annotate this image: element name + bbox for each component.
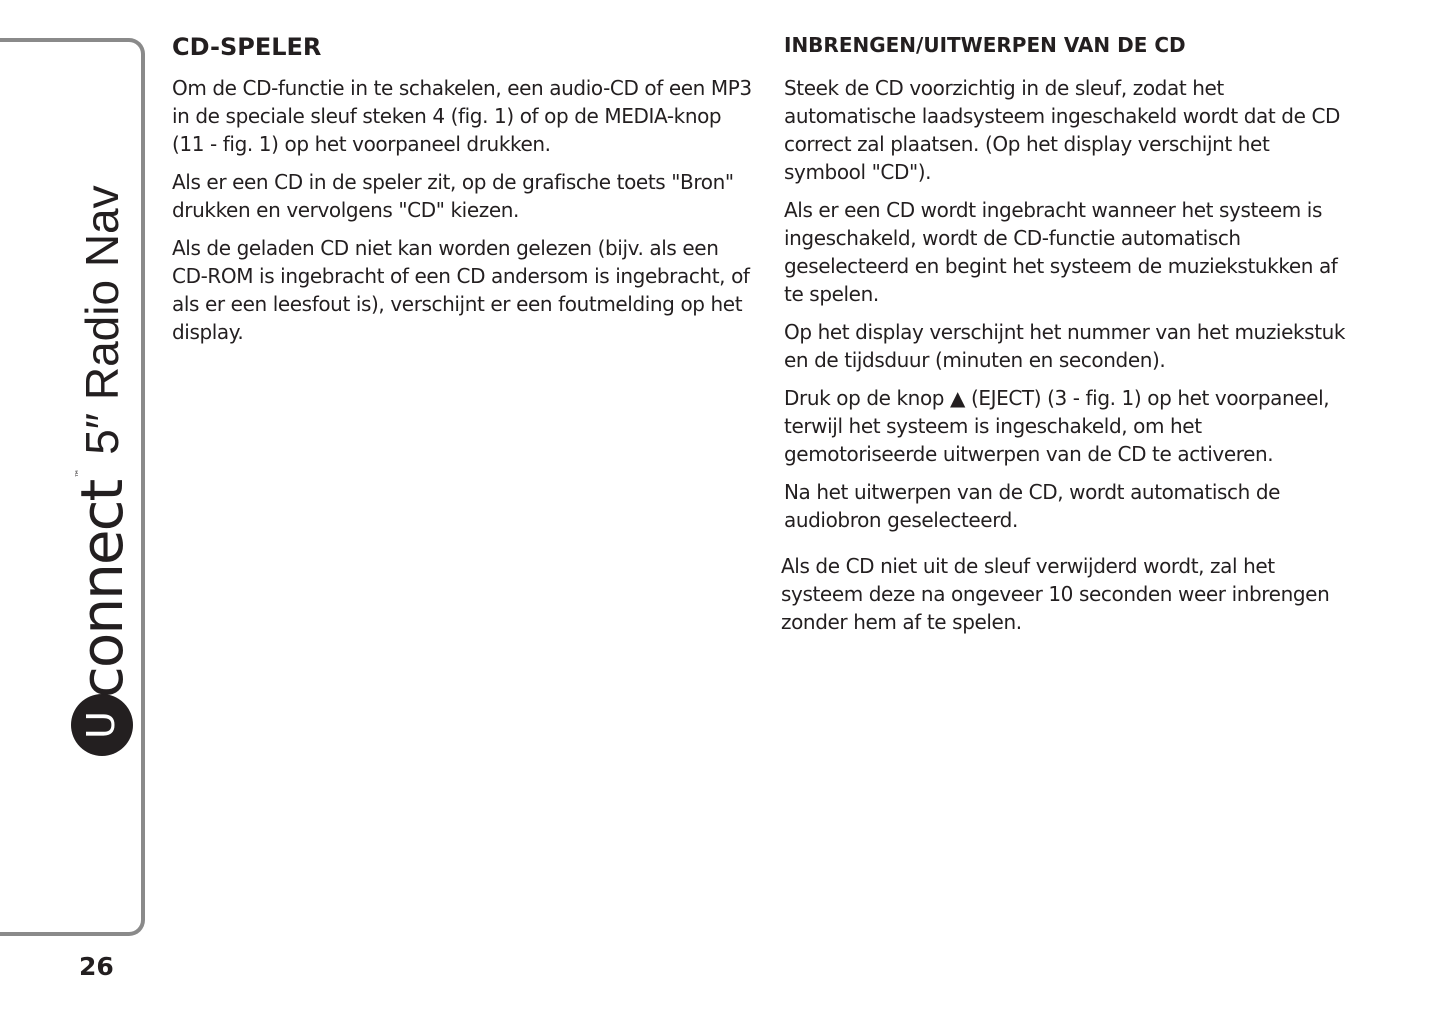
left-column: [172, 30, 772, 356]
paragraph: Na het uitwerpen van de CD, wordt automatisch de audiobron geselecteerd.: [784, 480, 1281, 532]
logo-letter: U: [79, 711, 123, 739]
page-number: 26: [79, 952, 114, 981]
right-column: [781, 30, 1404, 646]
paragraph: Als er een CD in de speler zit, op de grafische toets "Bron" drukken en vervolgens "CD" kiezen.: [172, 170, 734, 222]
sidebar-title: [69, 18, 135, 758]
paragraph: Als er een CD wordt ingebracht wanneer het systeem is ingeschakeld, wordt de CD-functie automatisch geselecteerd en begint het systeem de muziekstukken af te spelen.: [784, 198, 1338, 306]
section-heading-cd-player: CD-SPELER: [172, 33, 322, 61]
paragraph: Als de geladen CD niet kan worden gelezen (bijv. als een CD-ROM is ingebracht of een CD andersom is ingebracht, of als er een leesfout is), verschijnt er een foutmelding op het display.: [172, 236, 750, 344]
paragraph-eject: Druk op de knop ▲ (EJECT) (3 - fig. 1) op het voorpaneel, terwijl het systeem is ingeschakeld, om het gemotoriseerde uitwerpen van de CD te activeren.: [784, 386, 1330, 466]
brand-name: connect: [68, 480, 136, 698]
paragraph: Op het display verschijnt het nummer van het muziekstuk en de tijdsduur (minuten en seconden).: [784, 320, 1346, 372]
product-name: 5″ Radio Nav: [76, 185, 128, 455]
section-heading-insert-eject: INBRENGEN/UITWERPEN VAN DE CD: [784, 33, 1186, 57]
trademark-symbol: ™: [75, 468, 85, 478]
uconnect-logo-icon: [69, 692, 135, 758]
paragraph: Steek de CD voorzichtig in de sleuf, zodat het automatische laadsysteem ingeschakeld wordt dat de CD correct zal plaatsen. (Op het display verschijnt het symbool "CD").: [784, 76, 1341, 184]
paragraph: Als de CD niet uit de sleuf verwijderd wordt, zal het systeem deze na ongeveer 10 seconden weer inbrengen zonder hem af te spelen.: [781, 554, 1330, 634]
uconnect-logo: [69, 455, 135, 758]
paragraph: Om de CD-functie in te schakelen, een audio-CD of een MP3 in de speciale sleuf steken 4 (fig. 1) of op de MEDIA-knop (11 - fig. 1) op het voorpaneel drukken.: [172, 76, 752, 156]
